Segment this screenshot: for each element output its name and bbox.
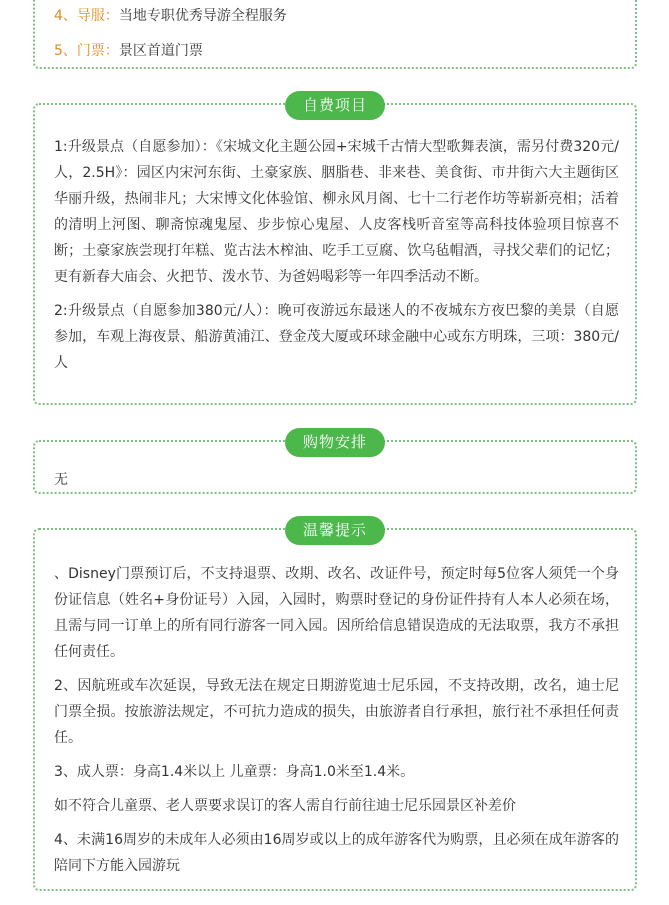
- tip-item-4: 4、未满16周岁的未成年人必须由16周岁或以上的成年游客代为购票，且必须在成年游客的陪同下方能入园游玩: [54, 832, 619, 874]
- ticket-row: [54, 41, 203, 61]
- tips-section: [33, 521, 637, 891]
- self-pay-item-2: 2:升级景点（自愿参加380元/人）：晚可夜游远东最迷人的不夜城东方夜巴黎的美景（自愿参加，车观上海夜景、船游黄浦江、登金茂大厦或环球金融中心或东方明珠，三项：380元/人: [54, 303, 619, 371]
- self-pay-section: [33, 96, 637, 405]
- tip-item-2: 2、因航班或车次延误，导致无法在规定日期游览迪士尼乐园，不支持改期，改名，迪士尼门票全损。按旅游法规定，不可抗力造成的损失，由旅游者自行承担，旅行社不承担任何责任。: [54, 678, 619, 746]
- ticket-text: 景区首道门票: [118, 43, 203, 59]
- shopping-section: [33, 433, 637, 494]
- ticket-label: 5、门票：: [54, 43, 119, 59]
- shopping-title: 购物安排: [285, 428, 385, 457]
- service-includes-box: [33, 0, 637, 69]
- guide-service-text: 当地专职优秀导游全程服务: [118, 8, 287, 24]
- shopping-text: 无: [54, 472, 68, 488]
- tip-item-1: 、Disney门票预订后，不支持退票、改期、改名、改证件号，预定时每5位客人须凭一个身份证信息（姓名+身份证号）入园，入园时，购票时登记的身份证件持有人本人必须在场，且需与同一订单上的所有同行游客一同入园。因所给信息错误造成的无法取票，我方不承担任何责任。: [54, 566, 619, 660]
- self-pay-title: 自费项目: [285, 91, 385, 120]
- tip-item-3-note: 如不符合儿童票、老人票要求误订的客人需自行前往迪士尼乐园景区补差价: [54, 798, 516, 814]
- guide-service-row: [54, 6, 287, 26]
- tips-content: [54, 561, 619, 887]
- self-pay-item-1: 1:升级景点（自愿参加）：《宋城文化主题公园+宋城千古情大型歌舞表演，需另付费320元/人，2.5H》：园区内宋河东街、土豪家族、胭脂巷、非来巷、美食街、市井街六大主题街区华丽升级，热闹非凡；大宋博文化体验馆、柳永风月阁、七十二行老作坊等崭新亮相；活着的清明上河图、聊斋惊魂鬼屋、步步惊心鬼屋、人皮客栈听音室等高科技体验项目惊喜不断；土豪家族尝现打年糕、览古法木榨油、吃手工豆腐、饮乌毡帽酒，寻找父辈们的记忆；更有新春大庙会、火把节、泼水节、为爸妈喝彩等一年四季活动不断。: [54, 139, 619, 285]
- self-pay-content: [54, 134, 619, 384]
- tips-title: 温馨提示: [285, 516, 385, 545]
- guide-service-label: 4、导服：: [54, 8, 119, 24]
- tip-item-3: 3、成人票：身高1.4米以上 儿童票：身高1.0米至1.4米。: [54, 764, 415, 780]
- shopping-content: [54, 467, 619, 501]
